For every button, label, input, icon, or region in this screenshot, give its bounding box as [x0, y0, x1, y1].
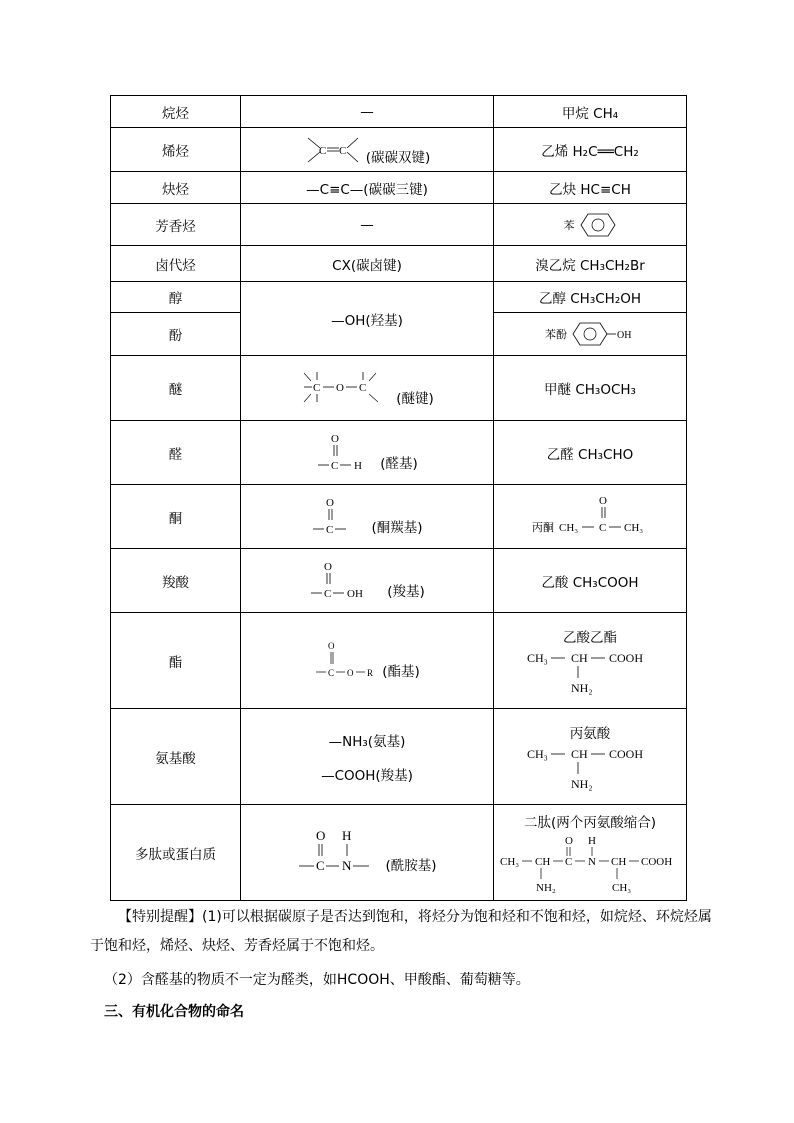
svg-text:COOH: COOH	[609, 746, 644, 761]
svg-text:C: C	[331, 459, 339, 472]
example-cell	[494, 613, 687, 709]
table-row	[111, 709, 687, 805]
svg-text:C: C	[359, 382, 367, 394]
group-cell	[241, 549, 494, 613]
example-cell: 甲烷 CH₄	[494, 96, 687, 128]
svg-text:N: N	[588, 855, 596, 868]
group-note: (羧基)	[387, 583, 425, 600]
table-row	[111, 128, 687, 172]
functional-group-table	[110, 95, 687, 901]
svg-text:COOH: COOH	[641, 855, 673, 868]
class-cell: 氨基酸	[111, 709, 241, 805]
svg-text:CH: CH	[611, 855, 627, 868]
table-row	[111, 282, 687, 313]
svg-text:R: R	[367, 667, 374, 678]
svg-text:CH: CH	[571, 650, 588, 665]
example-name: 丙氨酸	[569, 725, 611, 742]
svg-text:C: C	[324, 587, 332, 600]
example-label: 苯	[563, 218, 575, 232]
class-cell: 烷烃	[111, 96, 241, 128]
benzene-ring	[579, 212, 617, 238]
example-name: 二肽(两个丙氨酸缩合)	[523, 814, 657, 831]
group-note: (碳碳双键)	[365, 149, 431, 166]
class-cell: 羧酸	[111, 549, 241, 613]
double-bond-structure	[304, 133, 362, 167]
group-cell	[241, 613, 494, 709]
svg-text:C: C	[565, 855, 573, 868]
svg-text:H: H	[588, 834, 596, 847]
example-cell: 甲醚 CH₃OCH₃	[494, 356, 687, 421]
example-cell: 乙酸 CH₃COOH	[494, 549, 687, 613]
example-cell	[494, 709, 687, 805]
group-line: —COOH(羧基)	[321, 767, 413, 784]
table-row	[111, 805, 687, 901]
svg-text:C: C	[328, 667, 335, 678]
table-row	[111, 613, 687, 709]
special-reminder-paragraph: 【特别提醒】(1)可以根据碳原子是否达到饱和，将烃分为饱和烃和不饱和烃，如烷烃、环烷烃属于饱和烃，烯烃、炔烃、芳香烃属于不饱和烃。	[90, 909, 712, 954]
svg-text:NH₂: NH₂	[571, 776, 593, 791]
table-row	[111, 172, 687, 204]
group-line: —NH₃(氨基)	[328, 733, 406, 750]
example-label: 苯酚	[545, 328, 567, 341]
class-cell: 炔烃	[111, 172, 241, 204]
alanine-structure	[525, 746, 655, 792]
svg-text:O: O	[331, 432, 340, 445]
svg-text:O: O	[328, 640, 335, 651]
group-cell	[241, 128, 494, 172]
group-cell	[241, 421, 494, 485]
svg-text:CH₃: CH₃	[527, 650, 548, 665]
svg-text:OH: OH	[347, 587, 364, 600]
group-note: (醛基)	[380, 455, 418, 472]
class-cell: 卤代烃	[111, 246, 241, 282]
group-cell	[241, 485, 494, 549]
dipeptide-structure	[498, 835, 682, 895]
svg-text:NH₂: NH₂	[536, 881, 556, 894]
class-cell: 酚	[111, 313, 241, 356]
table-row	[111, 421, 687, 485]
example-cell	[494, 805, 687, 901]
example-cell: 乙醛 CH₃CHO	[494, 421, 687, 485]
svg-text:CH₃: CH₃	[500, 855, 520, 868]
class-cell: 醛	[111, 421, 241, 485]
group-cell: —C≡C—(碳碳三键)	[241, 172, 494, 204]
svg-text:O: O	[324, 560, 333, 573]
group-cell: —	[241, 204, 494, 246]
svg-text:CH: CH	[535, 855, 551, 868]
svg-text:CH₃: CH₃	[559, 521, 579, 534]
group-cell: CX(碳卤键)	[241, 246, 494, 282]
group-note: (醚键)	[396, 391, 434, 407]
svg-text:C: C	[326, 523, 334, 536]
section-heading: 三、有机化合物的命名	[104, 1004, 244, 1020]
example-cell	[494, 204, 687, 246]
svg-text:H: H	[354, 459, 363, 472]
example-cell: 乙炔 HC≡CH	[494, 172, 687, 204]
class-cell: 酯	[111, 613, 241, 709]
svg-text:C: C	[338, 144, 347, 157]
svg-text:O: O	[599, 494, 607, 507]
svg-text:C: C	[599, 521, 607, 534]
svg-text:CH: CH	[571, 746, 588, 761]
svg-text:C: C	[313, 382, 321, 394]
svg-text:N: N	[342, 857, 352, 873]
ketone-carbonyl-structure	[311, 494, 367, 540]
group-cell	[241, 356, 494, 421]
group-note: (酯基)	[382, 663, 420, 680]
table-row	[111, 549, 687, 613]
reminder-point-2: （2）含醛基的物质不一定为醛类，如HCOOH、甲酸酯、葡萄糖等。	[104, 972, 530, 988]
example-cell: 乙烯 H₂C══CH₂	[494, 128, 687, 172]
class-cell: 芳香烃	[111, 204, 241, 246]
svg-text:C: C	[318, 144, 327, 157]
carboxyl-group-structure	[309, 558, 383, 604]
svg-text:丙酮: 丙酮	[532, 521, 554, 534]
svg-text:O: O	[336, 382, 345, 394]
ester-example-structure	[525, 650, 655, 696]
class-cell: 醚	[111, 356, 241, 421]
group-cell: —	[241, 96, 494, 128]
class-cell: 酮	[111, 485, 241, 549]
svg-text:O: O	[316, 827, 326, 843]
group-cell	[241, 709, 494, 805]
table-row	[111, 246, 687, 282]
example-cell: 乙醇 CH₃CH₂OH	[494, 282, 687, 313]
class-cell: 醇	[111, 282, 241, 313]
amide-group-structure	[297, 828, 381, 878]
svg-text:O: O	[347, 667, 354, 678]
aldehyde-group-structure	[316, 430, 376, 476]
example-name: 乙酸乙酯	[563, 629, 617, 646]
ester-group-structure	[314, 638, 378, 684]
svg-text:CH₃: CH₃	[527, 746, 548, 761]
group-cell	[241, 805, 494, 901]
svg-text:O: O	[565, 834, 573, 847]
table-row	[111, 204, 687, 246]
example-cell: 溴乙烷 CH₃CH₂Br	[494, 246, 687, 282]
svg-text:CH₃: CH₃	[624, 521, 644, 534]
group-cell: —OH(羟基)	[241, 282, 494, 356]
table-row	[111, 96, 687, 128]
group-note: (酮羰基)	[371, 519, 423, 536]
group-note: (酰胺基)	[385, 857, 437, 874]
svg-text:CH₃: CH₃	[612, 881, 632, 894]
example-cell	[494, 485, 687, 549]
svg-text:O: O	[326, 496, 335, 509]
svg-text:NH₂: NH₂	[571, 680, 593, 695]
table-row	[111, 356, 687, 421]
phenol-structure	[571, 321, 635, 347]
svg-text:OH: OH	[617, 330, 632, 341]
ether-bond-structure	[300, 365, 392, 411]
svg-text:C: C	[316, 857, 326, 873]
class-cell: 多肽或蛋白质	[111, 805, 241, 901]
svg-text:COOH: COOH	[609, 650, 644, 665]
class-cell: 烯烃	[111, 128, 241, 172]
example-cell	[494, 313, 687, 356]
table-row	[111, 485, 687, 549]
svg-text:H: H	[342, 827, 352, 843]
acetone-structure	[530, 492, 650, 538]
